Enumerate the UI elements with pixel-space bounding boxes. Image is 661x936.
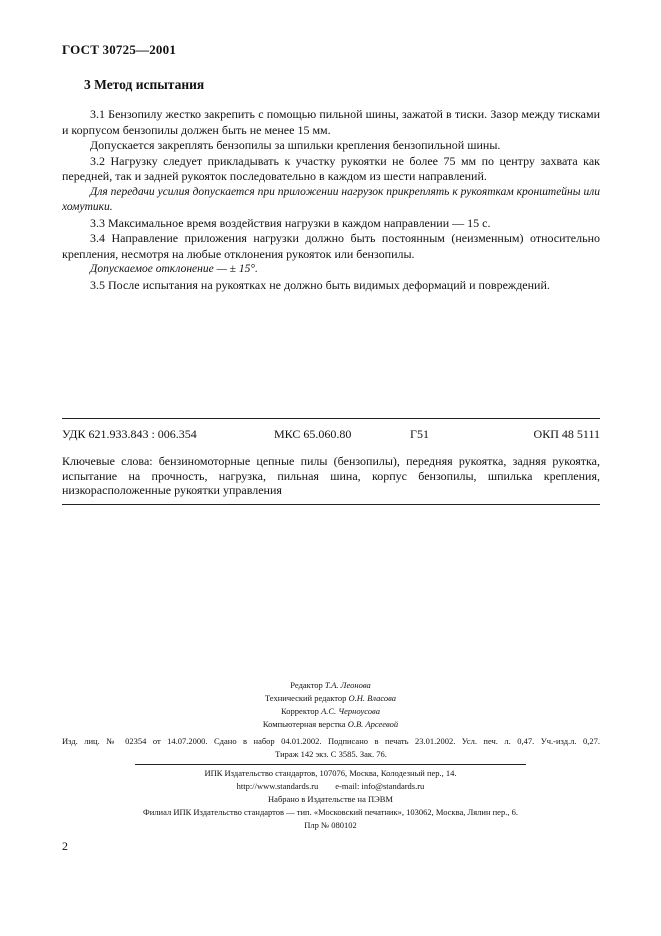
divider-bottom — [62, 504, 600, 505]
credit-layout: Компьютерная верстка О.В. Арсеевой — [262, 719, 399, 729]
printing-line-2 — [0, 780, 661, 793]
paragraph-3-3: 3.3 Максимальное время воздействия нагрузки в каждом направлении — 15 с. — [90, 215, 491, 230]
section-title: 3 Метод испытания — [84, 77, 205, 92]
paragraph-3-2-note: Для передачи усилия допускается при приложении нагрузок прикреплять к рукояткам кронштейны или хомутики. — [62, 185, 600, 213]
credit-corrector: Корректор А.С. Черноусова — [281, 706, 380, 716]
credits — [0, 679, 661, 731]
group-code: Г51 — [410, 427, 429, 441]
document-header: ГОСТ 30725—2001 — [62, 42, 177, 57]
publisher-website-link[interactable]: http://www.standards.ru — [236, 781, 319, 791]
okp-code: ОКП 48 5111 — [533, 427, 600, 441]
printing-line-3: Набрано в Издательстве на ПЭВМ — [268, 794, 393, 804]
printing-line-4: Филиал ИПК Издательство стандартов — тип. «Московский печатник», 103062, Москва, Лялин пер., 6. — [143, 807, 518, 817]
paragraph-3-1-note: Допускается закреплять бензопилы за шпильки крепления бензопильной шины. — [90, 138, 501, 152]
paragraph-3-4: 3.4 Направление приложения нагрузки должно быть постоянным (неизменным) относительно крепления, несмотря на любые отклонения рукояток или бензопилы. — [62, 231, 600, 261]
mks-code: МКС 65.060.80 — [274, 427, 352, 441]
credit-tech-editor: Технический редактор О.Н. Власова — [264, 693, 397, 703]
publisher-email-link[interactable]: e-mail: info@standards.ru — [335, 781, 425, 791]
printing-line-5: Плр № 080102 — [304, 820, 357, 830]
section-body — [62, 107, 600, 293]
printing-info — [0, 767, 661, 832]
keywords: Ключевые слова: бензиномоторные цепные пилы (бензопилы), передняя рукоятка, задняя рукоятка, испытание на прочность, нагрузка, пильная шина, корпус бензопилы, шпилька крепления, низкорасположенные рукоятки управления — [62, 454, 600, 497]
page-number: 2 — [62, 839, 68, 853]
publication-line-2: Тираж 142 экз. С 3585. Зак. 76. — [275, 749, 387, 759]
paragraph-3-4-tolerance: Допускаемое отклонение — ± 15°. — [90, 263, 258, 275]
credit-editor: Редактор Т.А. Леонова — [290, 680, 371, 690]
paragraph-3-1: 3.1 Бензопилу жестко закрепить с помощью пильной шины, зажатой в тиски. Зазор между тисками и корпусом бензопилы должен быть не менее 15 мм. — [62, 107, 600, 137]
divider-imprint — [135, 764, 526, 765]
publication-line-1: Изд. лиц. № 02354 от 14.07.2000. Сдано в набор 04.01.2002. Подписано в печать 23.01.2002. Усл. печ. л. 0,47. Уч.-изд.л. 0,27. — [62, 736, 600, 746]
classification-row — [62, 427, 600, 443]
printing-line-1: ИПК Издательство стандартов, 107076, Москва, Колодезный пер., 14. — [204, 768, 457, 778]
paragraph-3-5: 3.5 После испытания на рукоятках не должно быть видимых деформаций и повреждений. — [90, 277, 550, 292]
udk-code: УДК 621.933.843 : 006.354 — [62, 427, 197, 441]
divider-top — [62, 418, 600, 419]
publication-info — [62, 735, 600, 761]
paragraph-3-2: 3.2 Нагрузку следует прикладывать к участку рукоятки не более 75 мм по центру захвата как передней, так и задней рукояток последовательно в каждом из шести направлений. — [62, 153, 600, 183]
